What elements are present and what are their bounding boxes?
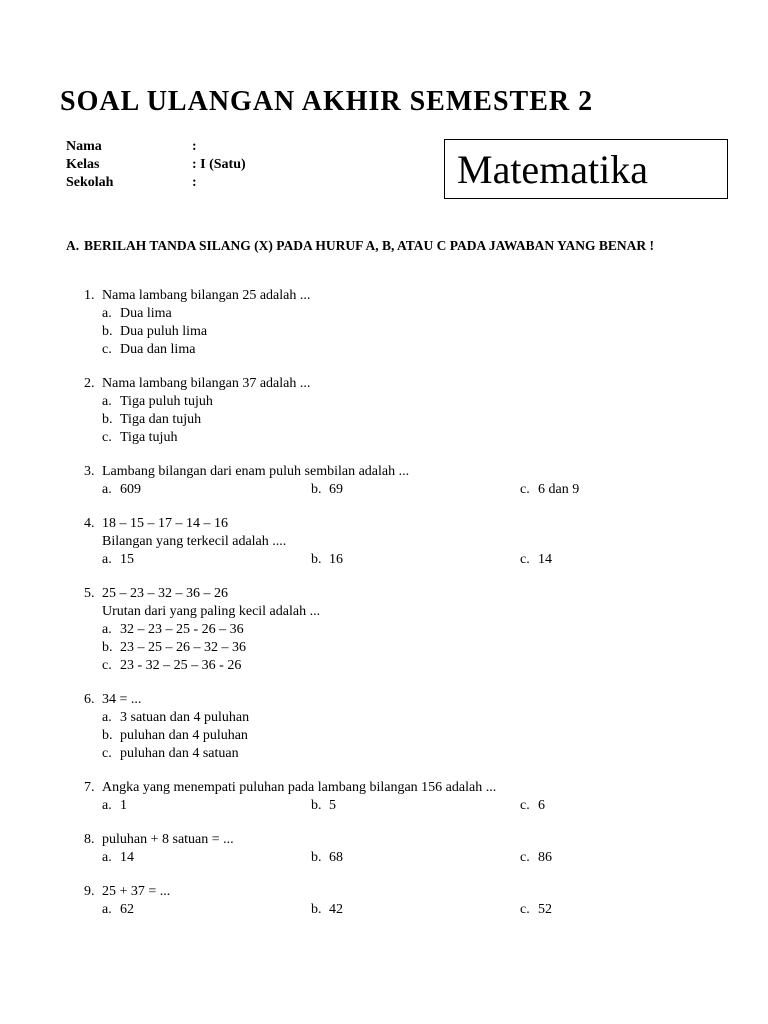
option-b xyxy=(84,727,704,745)
option-text: 52 xyxy=(538,902,552,917)
question-line xyxy=(84,585,704,603)
option-letter: b. xyxy=(102,640,113,655)
question-5 xyxy=(84,585,704,675)
question-line xyxy=(84,603,704,621)
option-a xyxy=(84,709,704,727)
option-b xyxy=(84,323,704,341)
question-text: Lambang bilangan dari enam puluh sembilan adalah ... xyxy=(102,464,410,479)
question-line xyxy=(84,515,704,533)
option-letter: c. xyxy=(520,850,530,865)
option-letter: b. xyxy=(311,902,322,917)
option-text: 68 xyxy=(329,850,343,865)
question-text: puluhan + 8 satuan = ... xyxy=(102,832,234,847)
option-text: 5 xyxy=(329,798,336,813)
info-value: : xyxy=(192,175,197,190)
section-letter: A. xyxy=(66,238,80,253)
option-letter: a. xyxy=(102,850,112,865)
option-b xyxy=(311,551,343,569)
option-a xyxy=(102,901,134,919)
option-text: Tiga puluh tujuh xyxy=(120,394,213,409)
option-text: Dua lima xyxy=(120,306,172,321)
option-text: Tiga tujuh xyxy=(120,430,178,445)
option-c xyxy=(520,901,552,919)
option-text: 86 xyxy=(538,850,552,865)
option-letter: a. xyxy=(102,798,112,813)
option-text: 14 xyxy=(120,850,134,865)
option-a xyxy=(102,551,134,569)
question-text: 25 + 37 = ... xyxy=(102,884,171,899)
section-text: BERILAH TANDA SILANG (X) PADA HURUF A, B, ATAU C PADA JAWABAN YANG BENAR ! xyxy=(84,238,655,253)
question-4 xyxy=(84,515,704,569)
option-text: 6 dan 9 xyxy=(538,482,580,497)
info-label: Sekolah xyxy=(66,175,114,190)
option-text: 3 satuan dan 4 puluhan xyxy=(120,710,250,725)
option-letter: a. xyxy=(102,482,112,497)
question-text: Nama lambang bilangan 37 adalah ... xyxy=(102,376,311,391)
option-c xyxy=(520,481,579,499)
option-letter: b. xyxy=(311,850,322,865)
option-c xyxy=(84,745,704,763)
page-title: SOAL ULANGAN AKHIR SEMESTER 2 xyxy=(60,86,594,117)
question-3 xyxy=(84,463,704,499)
option-text: Dua puluh lima xyxy=(120,324,208,339)
question-line xyxy=(84,287,704,305)
option-c xyxy=(84,657,704,675)
option-text: 14 xyxy=(538,552,552,567)
options-row xyxy=(84,551,704,569)
option-a xyxy=(84,621,704,639)
option-letter: b. xyxy=(311,482,322,497)
option-text: puluhan dan 4 satuan xyxy=(120,746,239,761)
option-text: puluhan dan 4 puluhan xyxy=(120,728,248,743)
option-c xyxy=(84,429,704,447)
question-number: 1. xyxy=(84,288,95,303)
option-a xyxy=(84,305,704,323)
info-row-sekolah xyxy=(66,174,246,192)
option-letter: c. xyxy=(102,342,112,357)
option-text: 62 xyxy=(120,902,134,917)
option-letter: c. xyxy=(102,430,112,445)
question-line xyxy=(84,533,704,551)
question-list xyxy=(84,287,704,935)
option-letter: a. xyxy=(102,622,112,637)
option-text: 69 xyxy=(329,482,343,497)
option-letter: b. xyxy=(102,728,113,743)
option-a xyxy=(84,393,704,411)
option-text: 609 xyxy=(120,482,141,497)
info-row-nama xyxy=(66,138,246,156)
option-a xyxy=(102,849,134,867)
option-letter: a. xyxy=(102,306,112,321)
option-letter: c. xyxy=(520,482,530,497)
option-letter: c. xyxy=(520,798,530,813)
question-6 xyxy=(84,691,704,763)
option-letter: c. xyxy=(102,746,112,761)
option-text: 23 – 25 – 26 – 32 – 36 xyxy=(120,640,246,655)
question-2 xyxy=(84,375,704,447)
options-row xyxy=(84,481,704,499)
option-b xyxy=(84,639,704,657)
question-line xyxy=(84,463,704,481)
option-letter: b. xyxy=(311,798,322,813)
question-text: Angka yang menempati puluhan pada lambang bilangan 156 adalah ... xyxy=(102,780,497,795)
question-7 xyxy=(84,779,704,815)
question-number: 8. xyxy=(84,832,95,847)
option-text: 15 xyxy=(120,552,134,567)
question-text: 18 – 15 – 17 – 14 – 16 xyxy=(102,516,228,531)
option-letter: c. xyxy=(102,658,112,673)
question-text: Nama lambang bilangan 25 adalah ... xyxy=(102,288,311,303)
option-letter: b. xyxy=(102,324,113,339)
option-a xyxy=(102,481,141,499)
option-text: 23 - 32 – 25 – 36 - 26 xyxy=(120,658,242,673)
student-info xyxy=(66,138,246,192)
info-row-kelas xyxy=(66,156,246,174)
option-text: 32 – 23 – 25 - 26 – 36 xyxy=(120,622,244,637)
info-label: Nama xyxy=(66,139,102,154)
question-9 xyxy=(84,883,704,919)
question-text: Bilangan yang terkecil adalah .... xyxy=(102,534,287,549)
options-row xyxy=(84,849,704,867)
section-instruction xyxy=(66,238,666,254)
question-number: 2. xyxy=(84,376,95,391)
info-value: : xyxy=(192,139,197,154)
option-b xyxy=(311,797,336,815)
question-number: 7. xyxy=(84,780,95,795)
question-text: 34 = ... xyxy=(102,692,142,707)
question-line xyxy=(84,883,704,901)
option-a xyxy=(102,797,127,815)
option-letter: a. xyxy=(102,552,112,567)
option-b xyxy=(311,901,343,919)
option-text: 42 xyxy=(329,902,343,917)
option-letter: a. xyxy=(102,394,112,409)
question-8 xyxy=(84,831,704,867)
info-value: : I (Satu) xyxy=(192,157,246,172)
subject-box: Matematika xyxy=(444,139,728,199)
question-text: Urutan dari yang paling kecil adalah ... xyxy=(102,604,321,619)
option-c xyxy=(84,341,704,359)
option-b xyxy=(84,411,704,429)
option-text: 6 xyxy=(538,798,545,813)
question-number: 6. xyxy=(84,692,95,707)
option-text: 16 xyxy=(329,552,343,567)
question-number: 5. xyxy=(84,586,95,601)
option-c xyxy=(520,797,545,815)
option-text: Tiga dan tujuh xyxy=(120,412,202,427)
option-text: 1 xyxy=(120,798,127,813)
option-letter: c. xyxy=(520,552,530,567)
option-letter: a. xyxy=(102,902,112,917)
option-b xyxy=(311,849,343,867)
options-row xyxy=(84,797,704,815)
question-number: 3. xyxy=(84,464,95,479)
option-letter: b. xyxy=(102,412,113,427)
option-letter: c. xyxy=(520,902,530,917)
option-c xyxy=(520,551,552,569)
option-b xyxy=(311,481,343,499)
info-label: Kelas xyxy=(66,157,100,172)
option-letter: b. xyxy=(311,552,322,567)
option-c xyxy=(520,849,552,867)
option-letter: a. xyxy=(102,710,112,725)
options-row xyxy=(84,901,704,919)
question-1 xyxy=(84,287,704,359)
question-line xyxy=(84,375,704,393)
question-number: 9. xyxy=(84,884,95,899)
question-line xyxy=(84,779,704,797)
question-number: 4. xyxy=(84,516,95,531)
question-text: 25 – 23 – 32 – 36 – 26 xyxy=(102,586,228,601)
question-line xyxy=(84,691,704,709)
option-text: Dua dan lima xyxy=(120,342,196,357)
question-line xyxy=(84,831,704,849)
